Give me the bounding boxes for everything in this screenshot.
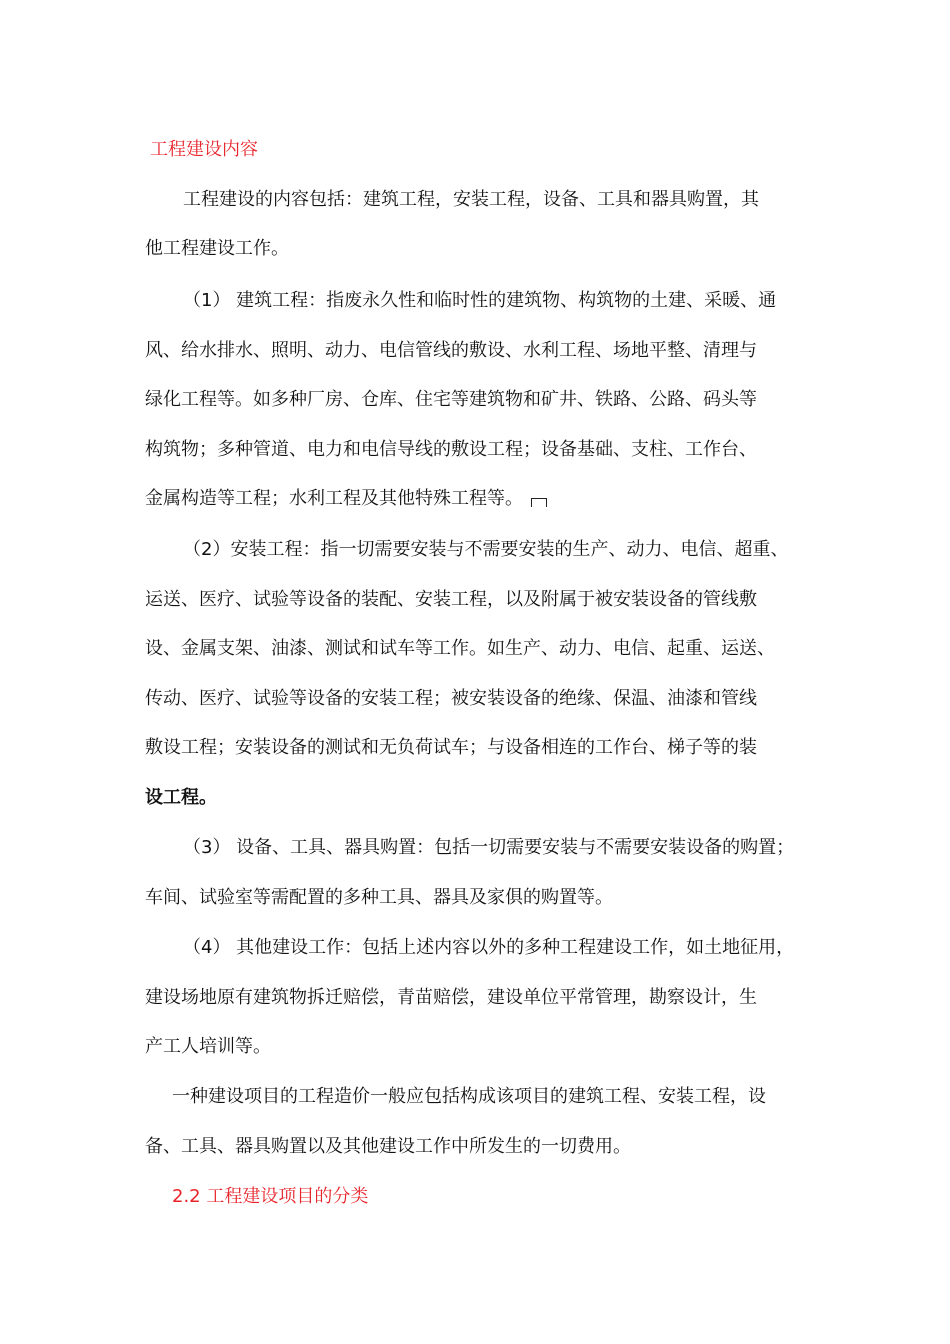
p3-line-2: 车间、试验室等需配置的多种工具、器具及家俱的购置等。 (145, 887, 613, 908)
summary-line-2: 备、工具、器具购置以及其他建设工作中所发生的一切费用。 (145, 1136, 631, 1157)
p2-line-2: 运送、医疗、试验等设备的装配、安装工程，以及附属于被安装设备的管线敷 (145, 589, 757, 610)
intro-line-1: 工程建设的内容包括：建筑工程，安装工程，设备、工具和器具购置，其 (183, 189, 759, 210)
p1-line-4: 构筑物；多种管道、电力和电信导线的敷设工程；设备基础、支柱、工作台、 (145, 439, 757, 460)
p1-line-2: 风、给水排水、照明、动力、电信管线的敷设、水利工程、场地平整、清理与 (145, 340, 757, 361)
p2-line-6: 设工程。 (145, 787, 217, 808)
p2-line-3: 设、金属支架、油漆、测试和试车等工作。如生产、动力、电信、起重、运送、 (145, 638, 775, 659)
p1-line-5-wrap (145, 487, 547, 511)
p1-line-5: 金属构造等工程；水利工程及其他特殊工程等。 (145, 488, 523, 509)
p2-line-5: 敷设工程；安装设备的测试和无负荷试车；与设备相连的工作台、梯子等的装 (145, 737, 757, 758)
p1-line-3: 绿化工程等。如多种厂房、仓库、住宅等建筑物和矿井、铁路、公路、码头等 (145, 389, 757, 410)
p1-line-1: （1） 建筑工程：指废永久性和临时性的建筑物、构筑物的土建、采暖、通 (183, 290, 777, 311)
p3-line-1: （3） 设备、工具、器具购置：包括一切需要安装与不需要安装设备的购置； (183, 837, 795, 858)
p4-line-2: 建设场地原有建筑物拆迁赔偿，青苗赔偿，建设单位平常管理，勘察设计，生 (145, 987, 757, 1008)
p4-line-1: （4） 其他建设工作：包括上述内容以外的多种工程建设工作，如土地征用， (183, 937, 795, 958)
p2-line-4: 传动、医疗、试验等设备的安装工程；被安装设备的绝缘、保温、油漆和管线 (145, 688, 757, 709)
p4-line-3: 产工人培训等。 (145, 1036, 271, 1057)
subsection-heading: 2.2 工程建设项目的分类 (172, 1186, 369, 1207)
p2-line-1: （2）安装工程：指一切需要安装与不需要安装的生产、动力、电信、超重、 (183, 539, 789, 560)
summary-line-1: 一种建设项目的工程造价一般应包括构成该项目的建筑工程、安装工程，设 (172, 1086, 766, 1107)
section-heading: 工程建设内容 (150, 139, 258, 160)
intro-line-2: 他工程建设工作。 (145, 238, 289, 259)
bracket-mark-icon (531, 498, 547, 507)
